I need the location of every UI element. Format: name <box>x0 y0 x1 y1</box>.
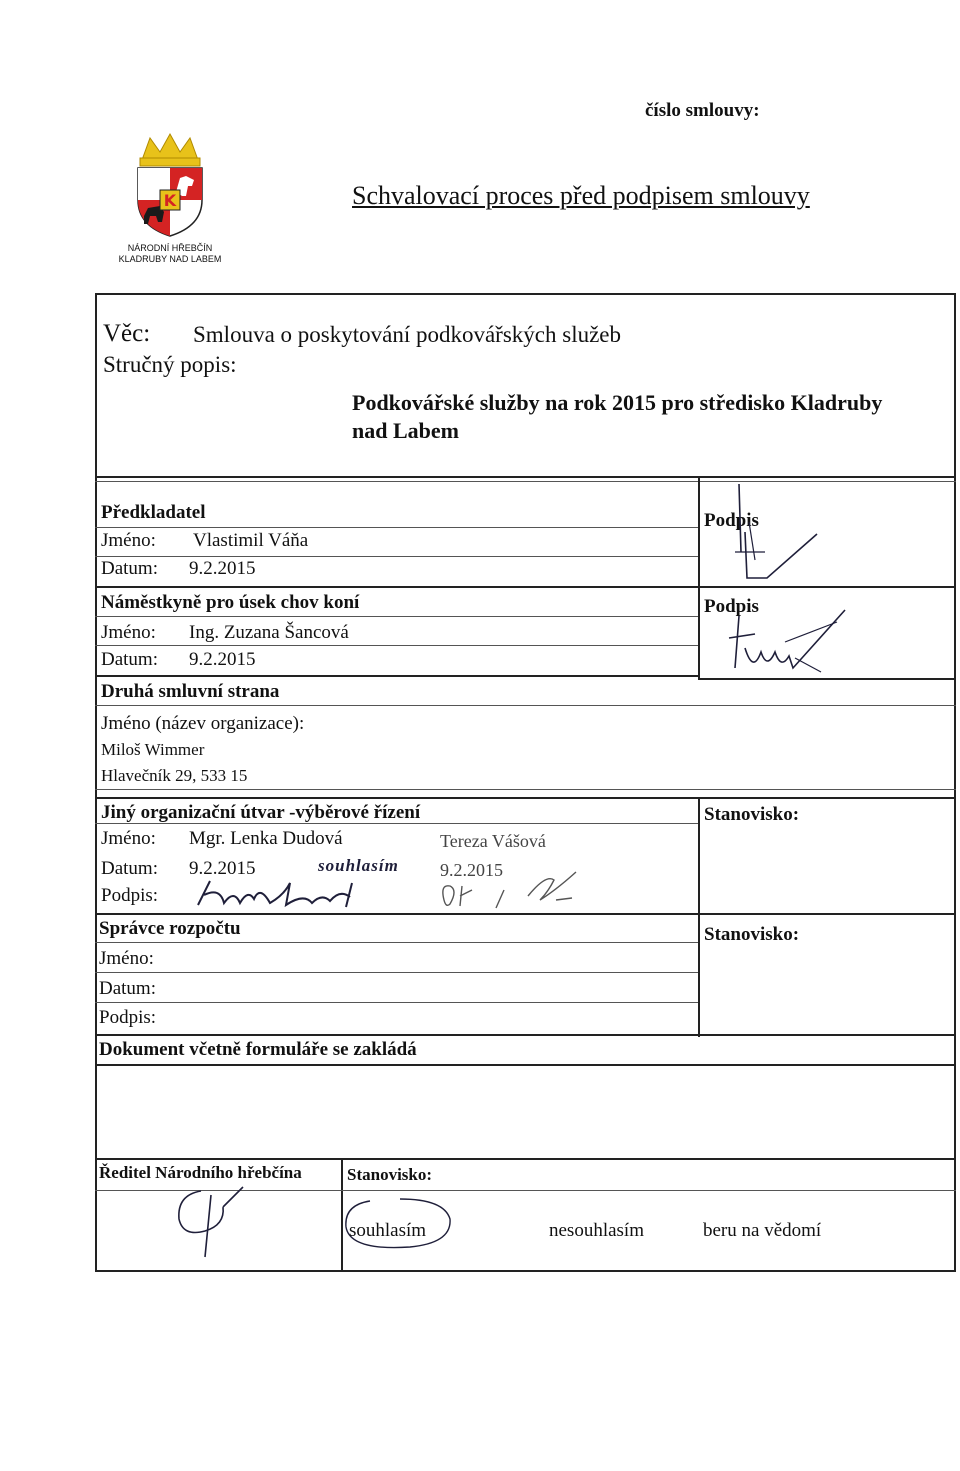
budget-signature-label: Podpis: <box>99 1007 157 1028</box>
director-option-agree: souhlasím <box>349 1220 427 1241</box>
tender-name-second: Tereza Vášová <box>440 831 546 851</box>
submitter-signature-icon <box>715 482 825 592</box>
tender-date-second: 9.2.2015 <box>440 860 503 880</box>
divider-deputy <box>95 675 700 677</box>
counterparty-name: Miloš Wimmer <box>101 740 205 759</box>
subject-label: Věc: <box>103 320 151 347</box>
divider-footer <box>95 1064 956 1066</box>
tender-signature-icon <box>190 875 365 915</box>
submitter-name-label: Jméno: <box>101 530 156 551</box>
deputy-signature-label: Podpis <box>704 596 759 617</box>
opinion-column-left <box>698 797 700 1037</box>
submitter-name: Vlastimil Váňa <box>193 530 309 551</box>
rule-tender-heading <box>95 823 698 824</box>
budget-opinion-label: Stanovisko: <box>704 924 800 945</box>
deputy-name-label: Jméno: <box>101 622 156 643</box>
logo-org-line1: NÁRODNÍ HŘEBČÍN <box>127 243 213 253</box>
frame-bottom <box>95 1270 956 1272</box>
document-title: Schvalovací proces před podpisem smlouvy <box>352 181 810 210</box>
budget-name-label: Jméno: <box>99 948 154 969</box>
tender-heading: Jiný organizační útvar -výběrové řízení <box>101 802 421 823</box>
submitter-heading: Předkladatel <box>101 502 206 523</box>
logo-letter: K <box>163 191 177 210</box>
budget-date-label: Datum: <box>99 978 156 999</box>
signature-column-bottom <box>698 678 956 680</box>
frame-top <box>95 293 956 295</box>
submitter-signature-label: Podpis <box>704 510 759 531</box>
counterparty-heading: Druhá smluvní strana <box>101 681 280 702</box>
frame-left <box>95 293 97 1272</box>
tender-handwritten-note: souhlasím <box>318 856 399 875</box>
rule-counterparty <box>95 789 956 790</box>
divider-subject <box>95 476 956 478</box>
tender-opinion-label: Stanovisko: <box>704 804 800 825</box>
tender-date-label: Datum: <box>101 858 158 879</box>
footer-note: Dokument včetně formuláře se zakládá <box>99 1039 417 1060</box>
logo <box>120 130 220 240</box>
submitter-date-label: Datum: <box>101 558 158 579</box>
logo-caption <box>80 243 260 265</box>
rule-counterparty-heading <box>95 705 956 706</box>
budget-heading: Správce rozpočtu <box>99 918 241 939</box>
deputy-date-label: Datum: <box>101 649 158 670</box>
divider-subject-thin <box>95 481 956 482</box>
counterparty-name-label: Jméno (název organizace): <box>101 713 305 734</box>
rule-deputy-name <box>95 645 698 646</box>
frame-right <box>954 293 956 1272</box>
summary-label: Stručný popis: <box>103 352 237 377</box>
deputy-date: 9.2.2015 <box>189 649 256 670</box>
deputy-heading: Náměstkyně pro úsek chov koní <box>101 592 360 613</box>
rule-budget-date <box>95 1002 698 1003</box>
divider-counterparty <box>95 797 956 799</box>
summary-line1: Podkovářské služby na rok 2015 pro středisko Kladruby <box>352 390 883 415</box>
director-opinion-label: Stanovisko: <box>347 1165 433 1184</box>
director-option-disagree: nesouhlasím <box>549 1220 644 1241</box>
signature-column-left <box>698 478 700 680</box>
rule-budget-heading <box>95 942 698 943</box>
deputy-name: Ing. Zuzana Šancová <box>189 622 349 643</box>
tender-signature-label: Podpis: <box>101 885 159 906</box>
rule-deputy-heading <box>95 616 698 617</box>
summary-line2: nad Labem <box>352 418 459 443</box>
contract-number-label: číslo smlouvy: <box>645 100 760 121</box>
director-heading: Ředitel Národního hřebčína <box>99 1163 302 1182</box>
divider-budget <box>95 1034 956 1036</box>
submitter-date: 9.2.2015 <box>189 558 256 579</box>
divider-tender <box>95 913 956 915</box>
rule-budget-name <box>95 972 698 973</box>
rule-submitter-name <box>95 556 698 557</box>
divider-director-top <box>95 1158 956 1160</box>
deputy-signature-icon <box>725 608 855 678</box>
coat-of-arms-icon <box>120 130 220 240</box>
tender-date: 9.2.2015 <box>189 858 256 879</box>
divider-submitter <box>95 586 956 588</box>
tender-name: Mgr. Lenka Dudová <box>189 828 343 849</box>
counterparty-address: Hlavečník 29, 533 15 <box>101 766 248 785</box>
rule-submitter-heading <box>95 527 698 528</box>
logo-org-line2: KLADRUBY NAD LABEM <box>118 254 222 264</box>
tender-name-label: Jméno: <box>101 828 156 849</box>
subject-value: Smlouva o poskytování podkovářských služeb <box>193 322 622 347</box>
director-option-acknowledge: beru na vědomí <box>703 1220 822 1241</box>
director-signature-icon <box>165 1185 255 1260</box>
tender-signature-second-icon <box>436 860 596 915</box>
